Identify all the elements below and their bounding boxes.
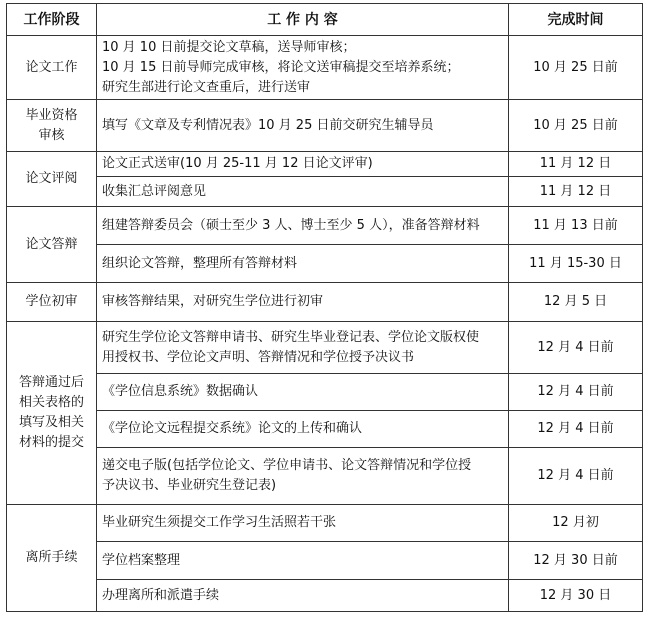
table-row: [7, 152, 643, 177]
table-row: [7, 283, 643, 322]
content-cell: 填写《文章及专利情况表》10 月 25 日前交研究生辅导员: [97, 100, 509, 152]
stage-cell: 答辩通过后 相关表格的 填写及相关 材料的提交: [7, 322, 97, 505]
time-cell: 12 月 4 日前: [509, 322, 643, 374]
table-row: [7, 245, 643, 283]
time-cell: 10 月 25 日前: [509, 36, 643, 100]
time-cell: 11 月 13 日前: [509, 207, 643, 245]
table-row: [7, 374, 643, 411]
table-row: [7, 580, 643, 612]
time-cell: 11 月 15-30 日: [509, 245, 643, 283]
stage-cell: 学位初审: [7, 283, 97, 322]
content-cell: 审核答辩结果，对研究生学位进行初审: [97, 283, 509, 322]
time-cell: 12 月 30 日: [509, 580, 643, 612]
content-cell: 递交电子版(包括学位论文、学位申请书、论文答辩情况和学位授 予决议书、毕业研究生登记表): [97, 448, 509, 505]
table-row: [7, 36, 643, 100]
table-row: [7, 411, 643, 448]
stage-cell: 离所手续: [7, 505, 97, 612]
stage-cell: 毕业资格 审核: [7, 100, 97, 152]
table-row: [7, 322, 643, 374]
content-cell: 10 月 10 日前提交论文草稿，送导师审核； 10 月 15 日前导师完成审核，将论文送审稿提交至培养系统； 研究生部进行论文查重后，进行送审: [97, 36, 509, 100]
content-cell: 论文正式送审(10 月 25-11 月 12 日论文评审): [97, 152, 509, 177]
stage-cell: 论文答辩: [7, 207, 97, 283]
time-cell: 11 月 12 日: [509, 177, 643, 207]
table-row: [7, 177, 643, 207]
content-cell: 办理离所和派遣手续: [97, 580, 509, 612]
table-row: [7, 448, 643, 505]
header-row: [7, 4, 643, 36]
table-row: [7, 207, 643, 245]
header-time: 完成时间: [509, 4, 643, 36]
time-cell: 12 月 4 日前: [509, 411, 643, 448]
stage-cell: 论文评阅: [7, 152, 97, 207]
content-cell: 《学位信息系统》数据确认: [97, 374, 509, 411]
time-cell: 10 月 25 日前: [509, 100, 643, 152]
table-row: [7, 100, 643, 152]
time-cell: 11 月 12 日: [509, 152, 643, 177]
table-row: [7, 542, 643, 580]
stage-cell: 论文工作: [7, 36, 97, 100]
content-cell: 组织论文答辩，整理所有答辩材料: [97, 245, 509, 283]
time-cell: 12 月初: [509, 505, 643, 542]
time-cell: 12 月 5 日: [509, 283, 643, 322]
header-stage: 工作阶段: [7, 4, 97, 36]
table-row: [7, 505, 643, 542]
time-cell: 12 月 4 日前: [509, 374, 643, 411]
time-cell: 12 月 4 日前: [509, 448, 643, 505]
content-cell: 《学位论文远程提交系统》论文的上传和确认: [97, 411, 509, 448]
content-cell: 组建答辩委员会（硕士至少 3 人、博士至少 5 人），准备答辩材料: [97, 207, 509, 245]
schedule-table: [6, 3, 643, 612]
header-content: 工 作 内 容: [97, 4, 509, 36]
content-cell: 收集汇总评阅意见: [97, 177, 509, 207]
time-cell: 12 月 30 日前: [509, 542, 643, 580]
content-cell: 研究生学位论文答辩申请书、研究生毕业登记表、学位论文版权使 用授权书、学位论文声明、答辩情况和学位授予决议书: [97, 322, 509, 374]
content-cell: 学位档案整理: [97, 542, 509, 580]
content-cell: 毕业研究生须提交工作学习生活照若干张: [97, 505, 509, 542]
